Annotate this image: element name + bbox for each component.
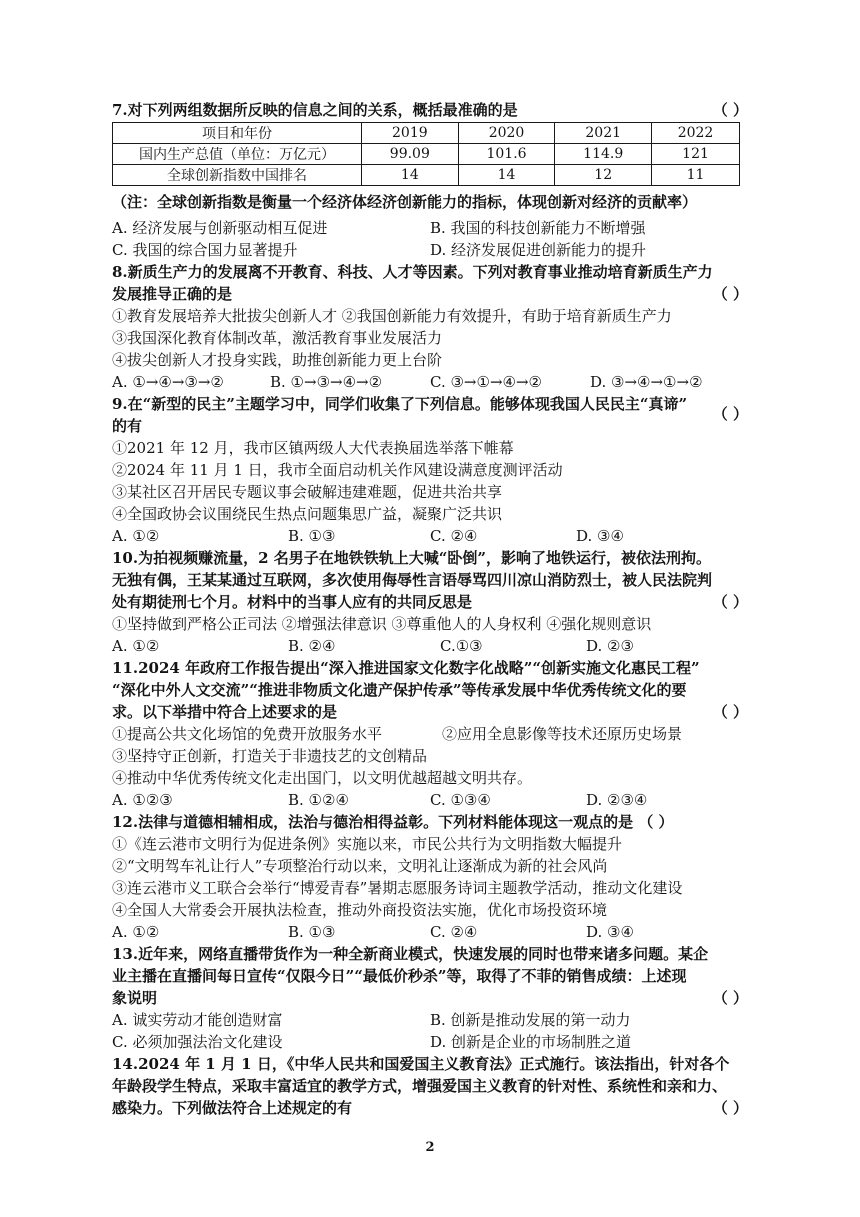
q13-stem-line3 (112, 988, 748, 1008)
q7-option-b: B. 我国的科技创新能力不断增强 (430, 219, 646, 237)
table-cell: 14 (362, 165, 459, 186)
table-cell: 12 (555, 165, 652, 186)
q11-stem-line2: “深化中外人文交流”“推进非物质文化遗产保护传承”等传承发展中华优秀传统文化的要 (112, 681, 687, 699)
table-cell: 114.9 (555, 144, 652, 165)
q11-item: ③坚持守正创新，打造关于非遗技艺的文创精品 (112, 747, 428, 765)
q8-stem: 发展推导正确的是 (112, 285, 233, 303)
q11-option-a: A. ①②③ (112, 791, 173, 809)
q12-option-a: A. ①② (112, 923, 160, 941)
q10-stem-line2: 无独有偶，王某某通过互联网，多次使用侮辱性言语辱骂四川凉山消防烈士，被人民法院判 (112, 571, 713, 589)
q9-stem-line2 (112, 405, 748, 436)
q11-option-b: B. ①②④ (288, 791, 349, 809)
q12-stem: 12.法律与道德相辅相成，法治与德治相得益彰。下列材料能体现这一观点的是 （ ） (112, 813, 674, 831)
q11-item: ④推动中华优秀传统文化走出国门，以文明优越超越文明共存。 (112, 769, 533, 787)
q7-option-a: A. 经济发展与创新驱动相互促进 (112, 219, 328, 237)
q9-option-d: D. ③④ (576, 527, 624, 545)
q9-item: ③某社区召开居民专题议事会破解违建难题，促进共治共享 (112, 483, 503, 501)
q10-stem: 处有期徒刑七个月。材料中的当事人应有的共同反思是 (112, 593, 473, 611)
q13-stem-line1: 13.近年来，网络直播带货作为一种全新商业模式，快速发展的同时也带来诸多问题。某企 (112, 945, 709, 963)
table-header-cell: 项目和年份 (113, 123, 362, 144)
q10-option-b: B. ②④ (288, 637, 336, 655)
q8-option-c: C. ③→①→④→② (430, 373, 542, 391)
q8-answer-paren: （ ） (712, 285, 748, 303)
q14-stem-line1: 14.2024 年 1 月 1 日，《中华人民共和国爱国主义教育法》正式施行。该法指出，针对各个 (112, 1055, 730, 1073)
table-header-cell: 2019 (362, 123, 459, 144)
q9-item: ②2024 年 11 月 1 日，我市全面启动机关作风建设满意度测评活动 (112, 461, 563, 479)
table-header-cell: 2021 (555, 123, 652, 144)
q14-stem-line3 (112, 1098, 748, 1118)
q9-stem-line1: 9.在“新型的民主”主题学习中，同学们收集了下列信息。能够体现我国人民民主“真谛” (112, 395, 688, 413)
q11-item-1: ①提高公共文化场馆的免费开放服务水平 (112, 725, 383, 743)
table-header-cell: 2022 (652, 123, 740, 144)
q10-answer-paren: （ ） (712, 593, 748, 611)
q10-option-c: C.①③ (440, 637, 483, 655)
table-cell: 101.6 (458, 144, 555, 165)
q8-item: ①教育发展培养大批拔尖创新人才 ②我国创新能力有效提升，有助于培育新质生产力 (112, 307, 672, 325)
table-row (113, 144, 740, 165)
q10-stem-line1: 10.为拍视频赚流量，2 名男子在地铁铁轨上大喊“卧倒”，影响了地铁运行，被依法刑拘。 (112, 549, 712, 567)
q9-option-a: A. ①② (112, 527, 160, 545)
q11-item-2: ②应用全息影像等技术还原历史场景 (442, 725, 683, 743)
q8-item: ④拔尖创新人才投身实践，助推创新能力更上台阶 (112, 351, 443, 369)
q7-option-c: C. 我国的综合国力显著提升 (112, 241, 298, 259)
q7-answer-paren: （ ） (712, 101, 748, 119)
q8-option-b: B. ①→③→④→② (270, 373, 383, 391)
q13-option-d: D. 创新是企业的市场制胜之道 (430, 1033, 632, 1051)
page-number: 2 (425, 1140, 435, 1155)
table-cell: 全球创新指数中国排名 (113, 165, 362, 186)
q7-stem: 7.对下列两组数据所反映的信息之间的关系，概括最准确的是 (112, 101, 518, 119)
table-cell: 121 (652, 144, 740, 165)
q12-option-c: C. ②④ (430, 923, 478, 941)
q12-option-d: D. ③④ (586, 923, 634, 941)
q11-option-c: C. ①③④ (430, 791, 491, 809)
table-cell: 11 (652, 165, 740, 186)
q9-answer-paren: （ ） (712, 405, 748, 423)
q7-option-d: D. 经济发展促进创新能力的提升 (430, 241, 647, 259)
q8-item: ③我国深化教育体制改革，激活教育事业发展活力 (112, 329, 443, 347)
table-cell: 14 (458, 165, 555, 186)
q13-option-b: B. 创新是推动发展的第一动力 (430, 1011, 631, 1029)
q14-stem-line2: 年龄段学生特点，采取丰富适宜的教学方式，增强爱国主义教育的针对性、系统性和亲和力、 (112, 1077, 728, 1095)
q10-option-d: D. ②③ (586, 637, 634, 655)
q10-option-a: A. ①② (112, 637, 160, 655)
q7-data-table (112, 122, 740, 186)
q11-answer-paren: （ ） (712, 703, 748, 721)
q14-answer-paren: （ ） (712, 1099, 748, 1117)
q9-item: ①2021 年 12 月，我市区镇两级人大代表换届选举落下帷幕 (112, 439, 514, 457)
table-header-row (113, 123, 740, 144)
q12-option-b: B. ①③ (288, 923, 336, 941)
q13-stem: 象说明 (112, 989, 158, 1007)
q12-item: ②“文明驾车礼让行人”专项整治行动以来，文明礼让逐渐成为新的社会风尚 (112, 857, 608, 875)
q9-option-c: C. ②④ (430, 527, 478, 545)
q12-item: ④全国人大常委会开展执法检查，推动外商投资法实施，优化市场投资环境 (112, 901, 608, 919)
q9-stem: 的有 (112, 417, 143, 435)
q13-stem-line2: 业主播在直播间每日宣传“仅限今日”“最低价秒杀”等，取得了不菲的销售成绩：上述现 (112, 967, 687, 985)
q8-stem-line1: 8.新质生产力的发展离不开教育、科技、人才等因素。下列对教育事业推动培育新质生产力 (112, 263, 713, 281)
q10-stem-line3 (112, 592, 748, 612)
q8-option-a: A. ①→④→③→② (112, 373, 224, 391)
q8-option-d: D. ③→④→①→② (590, 373, 703, 391)
q13-answer-paren: （ ） (712, 989, 748, 1007)
q14-stem: 感染力。下列做法符合上述规定的有 (112, 1099, 353, 1117)
q8-stem-line2 (112, 284, 748, 304)
q7-stem-line (112, 100, 748, 120)
table-cell: 99.09 (362, 144, 459, 165)
q11-option-d: D. ②③④ (586, 791, 648, 809)
q13-option-c: C. 必须加强法治文化建设 (112, 1033, 283, 1051)
q11-stem: 求。以下举措中符合上述要求的是 (112, 703, 338, 721)
table-header-cell: 2020 (458, 123, 555, 144)
q9-option-b: B. ①③ (288, 527, 336, 545)
q11-stem-line3 (112, 702, 748, 722)
q13-option-a: A. 诚实劳动才能创造财富 (112, 1011, 283, 1029)
q12-item: ③连云港市义工联合会举行“博爱青春”暑期志愿服务诗词主题教学活动，推动文化建设 (112, 879, 683, 897)
table-row (113, 165, 740, 186)
q12-item: ①《连云港市文明行为促进条例》实施以来，市民公共行为文明指数大幅提升 (112, 835, 623, 853)
q9-item: ④全国政协会议围绕民生热点问题集思广益，凝聚广泛共识 (112, 505, 503, 523)
table-cell: 国内生产总值（单位：万亿元） (113, 144, 362, 165)
q10-item: ①坚持做到严格公正司法 ②增强法律意识 ③尊重他人的人身权利 ④强化规则意识 (112, 615, 652, 633)
q7-note: （注：全球创新指数是衡量一个经济体经济创新能力的指标，体现创新对经济的贡献率） (112, 193, 698, 211)
q11-stem-line1: 11.2024 年政府工作报告提出“深入推进国家文化数字化战略”“创新实施文化惠民工程” (112, 659, 700, 677)
